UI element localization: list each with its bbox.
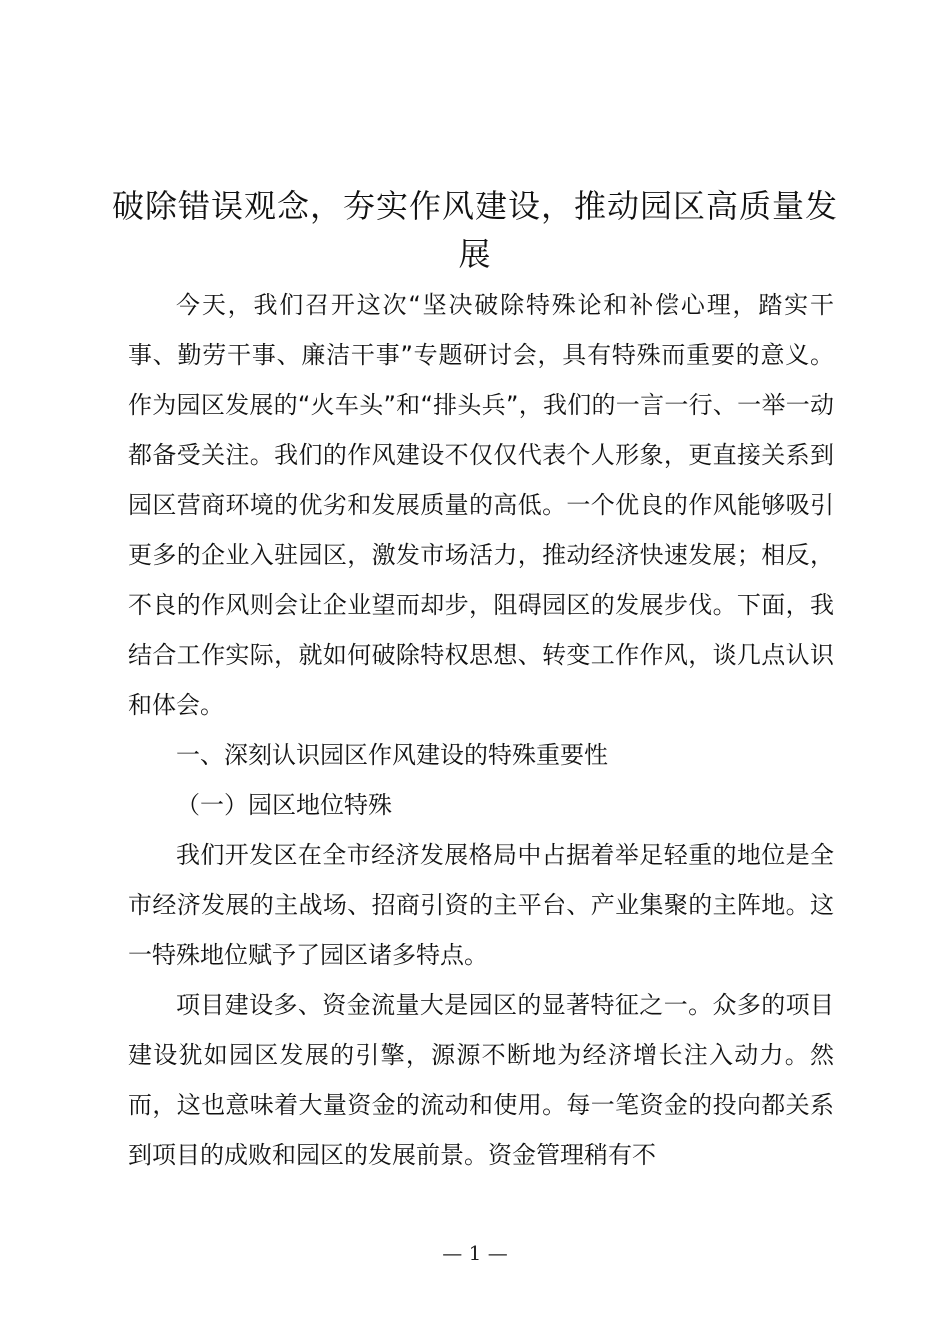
subsection-heading-1: （一）园区地位特殊 <box>176 791 392 819</box>
paragraph-projects-funds: 项目建设多、资金流量大是园区的显著特征之一。众多的项目建设犹如园区发展的引擎，源源不断地为经济增长注入动力。然而，这也意味着大量资金的流动和使用。每一笔资金的投向都关系到项目的成败和园区的发展前景。资金管理稍有不 <box>128 991 834 1169</box>
paragraph-park-status: 我们开发区在全市经济发展格局中占据着举足轻重的地位是全市经济发展的主战场、招商引资的主平台、产业集聚的主阵地。这一特殊地位赋予了园区诸多特点。 <box>128 841 834 969</box>
page-number: — 1 — <box>442 1241 508 1265</box>
paragraph-intro: 今天，我们召开这次“坚决破除特殊论和补偿心理，踏实干事、勤劳干事、廉洁干事”专题研讨会，具有特殊而重要的意义。作为园区发展的“火车头”和“排头兵”，我们的一言一行、一举一动都备受关注。我们的作风建设不仅仅代表个人形象，更直接关系到园区营商环境的优劣和发展质量的高低。一个优良的作风能够吸引更多的企业入驻园区，激发市场活力，推动经济快速发展；相反，不良的作风则会让企业望而却步，阻碍园区的发展步伐。下面，我结合工作实际，就如何破除特权思想、转变工作作风，谈几点认识和体会。 <box>128 291 834 719</box>
section-heading-1: 一、深刻认识园区作风建设的特殊重要性 <box>176 741 608 769</box>
document-body <box>128 280 834 1180</box>
document-title: 破除错误观念，夯实作风建设，推动园区高质量发展 <box>111 187 838 273</box>
